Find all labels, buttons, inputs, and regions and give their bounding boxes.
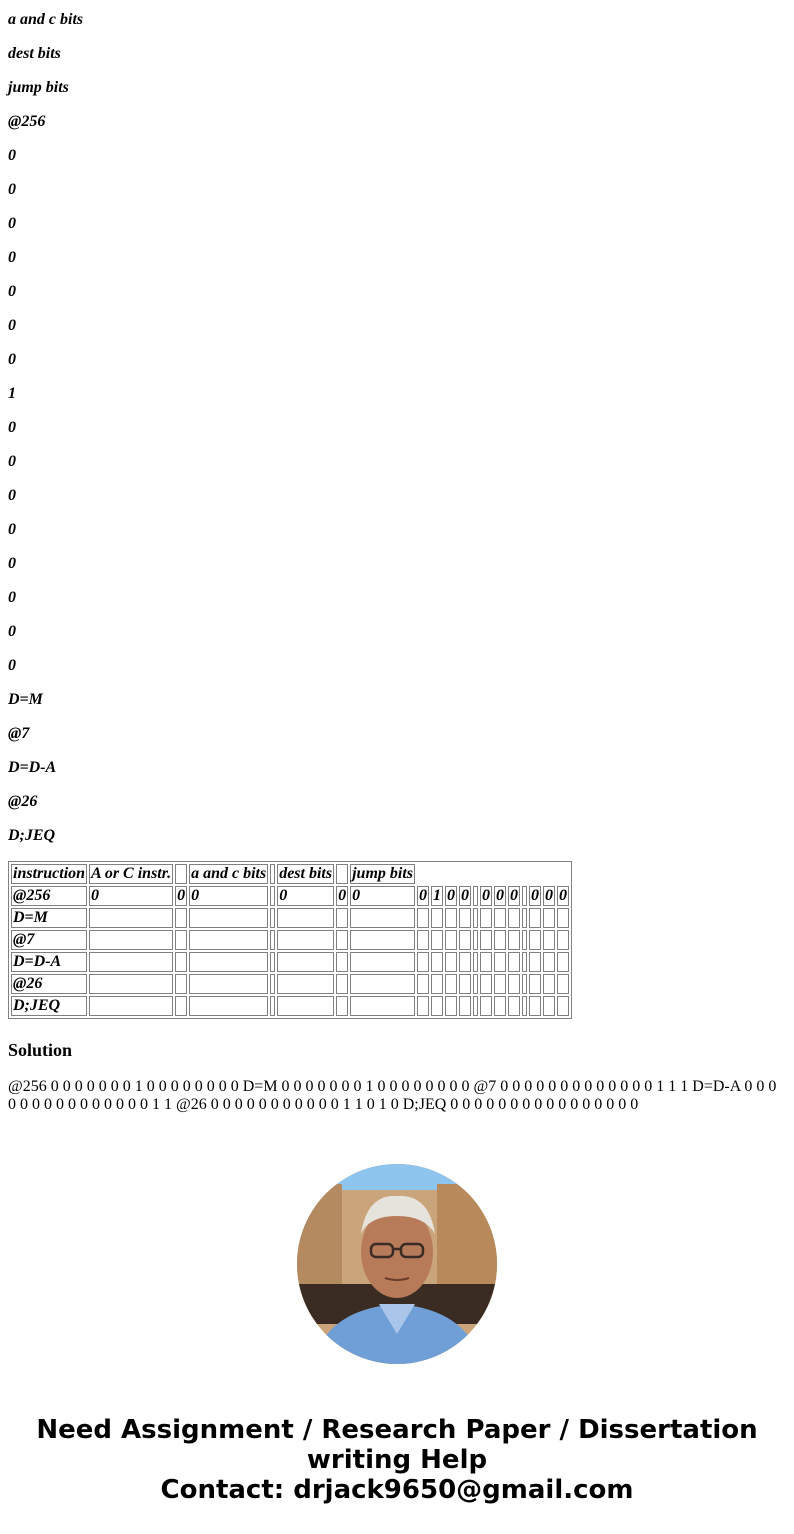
column-header	[336, 864, 348, 884]
column-separator	[473, 974, 478, 994]
bit-cell	[480, 908, 492, 928]
bit-cell	[543, 996, 555, 1016]
column-header: a and c bits	[191, 865, 267, 882]
bit-cell	[417, 974, 429, 994]
instruction-label: 0	[8, 249, 16, 266]
bit-cell: 0	[482, 887, 490, 904]
table-cell-ac	[189, 974, 268, 994]
bit-cell	[417, 952, 429, 972]
table-cell-d2	[336, 974, 348, 994]
promo-banner	[0, 1415, 794, 1505]
table-row	[11, 974, 569, 994]
table-cell-d2: 0	[338, 887, 347, 904]
bit-cell: 0	[496, 887, 504, 904]
instruction-label: 0	[8, 147, 16, 164]
table-cell-type: 0	[89, 886, 173, 906]
bit-cell	[431, 996, 443, 1016]
bit-cell: 0	[447, 887, 455, 904]
table-cell-ac: 0	[189, 886, 268, 906]
instruction-label: a and c bits	[8, 11, 84, 28]
bit-cell	[494, 974, 506, 994]
table-cell-jump: 0	[350, 886, 415, 906]
bit-cell	[508, 974, 520, 994]
bit-cell	[417, 908, 429, 928]
column-header	[175, 864, 187, 884]
bit-cell	[543, 930, 555, 950]
instruction-label: jump bits	[8, 79, 69, 96]
bit-cell	[494, 952, 506, 972]
table-cell-type	[89, 930, 173, 950]
table-cell-t2	[175, 996, 187, 1016]
table-cell-dest	[277, 996, 334, 1016]
column-separator	[270, 952, 275, 972]
column-separator	[522, 930, 527, 950]
column-separator	[270, 886, 275, 906]
bit-cell	[445, 952, 457, 972]
instruction-label-list	[8, 11, 786, 845]
instruction-label: 0	[8, 215, 16, 232]
bit-cell: 0	[545, 887, 553, 904]
bit-cell: 1	[433, 887, 441, 904]
bit-cell	[445, 974, 457, 994]
column-separator	[522, 908, 527, 928]
bit-cell	[494, 930, 506, 950]
solution-text: @256 0 0 0 0 0 0 0 1 0 0 0 0 0 0 0 0 D=M 0 0 0 0 0 0 0 1 0 0 0 0 0 0 0 0 @7 0 0 0 0 0 0 0 0 0 0 0 0 0 1 1 1 D=D-A 0 0 0 0 0 0 0 0 0 0 0 0 0 0 0 1 1 @26 0 0 0 0 0 0 0 0 0 0 0 1 1 0 1 0 D;JEQ 0 0 0 0 0 0 0 0 0 0 0 0 0 0 0 0	[8, 1078, 777, 1113]
instruction-label: @256	[8, 113, 46, 130]
instruction-label: 0	[8, 521, 16, 538]
bit-cell	[557, 908, 569, 928]
table-row	[11, 996, 569, 1016]
bit-cell	[480, 930, 492, 950]
bit-cell	[557, 930, 569, 950]
bit-cell	[529, 930, 541, 950]
instruction-bits-table	[8, 861, 572, 1019]
instruction-label: 0	[8, 419, 16, 436]
column-separator	[270, 996, 275, 1016]
bit-cell	[543, 908, 555, 928]
table-cell-instruction: @7	[11, 930, 87, 950]
bit-cell	[417, 930, 429, 950]
table-cell-ac	[189, 996, 268, 1016]
column-separator	[270, 974, 275, 994]
bit-cell	[459, 952, 471, 972]
table-row	[11, 908, 569, 928]
instruction-label: 0	[8, 623, 16, 640]
table-cell-jump	[350, 996, 415, 1016]
bit-cell	[417, 996, 429, 1016]
table-cell-instruction: D;JEQ	[11, 996, 87, 1016]
bit-cell	[557, 952, 569, 972]
table-cell-jump	[350, 908, 415, 928]
promo-contact: Contact: drjack9650@gmail.com	[160, 1475, 634, 1505]
column-separator	[522, 886, 527, 906]
instruction-label: 1	[8, 385, 16, 402]
table-cell-type	[89, 996, 173, 1016]
bit-cell	[445, 908, 457, 928]
table-cell-instruction: @256	[11, 886, 87, 906]
bit-cell	[431, 952, 443, 972]
bit-cell	[557, 974, 569, 994]
bit-cell	[508, 996, 520, 1016]
instruction-label: 0	[8, 657, 16, 674]
bit-cell	[431, 908, 443, 928]
instruction-label: 0	[8, 487, 16, 504]
bit-cell	[494, 908, 506, 928]
column-header: A or C instr.	[91, 865, 172, 882]
instruction-label: 0	[8, 317, 16, 334]
table-cell-jump	[350, 930, 415, 950]
instruction-label: D;JEQ	[8, 827, 56, 844]
promo-line-2: writing Help	[306, 1445, 488, 1475]
bit-cell: 0	[419, 887, 427, 904]
bit-cell	[508, 908, 520, 928]
bit-cell	[480, 996, 492, 1016]
table-cell-d2	[336, 952, 348, 972]
table-cell-instruction: D=M	[11, 908, 87, 928]
column-separator	[473, 952, 478, 972]
instruction-label: @7	[8, 725, 30, 742]
bit-cell: 0	[531, 887, 539, 904]
table-cell-type	[89, 952, 173, 972]
instruction-label: 0	[8, 351, 16, 368]
column-separator	[522, 974, 527, 994]
bit-cell: 0	[510, 887, 518, 904]
bit-cell	[445, 996, 457, 1016]
bit-cell	[529, 974, 541, 994]
column-separator	[473, 886, 478, 906]
table-cell-jump	[350, 974, 415, 994]
bit-cell	[557, 996, 569, 1016]
instruction-label: 0	[8, 555, 16, 572]
bit-cell: 0	[461, 887, 469, 904]
table-cell-dest	[277, 952, 334, 972]
table-cell-dest	[277, 974, 334, 994]
table-cell-ac	[189, 952, 268, 972]
instruction-label: dest bits	[8, 45, 61, 62]
column-header: instruction	[13, 865, 86, 882]
column-header: jump bits	[352, 865, 413, 882]
table-cell-jump	[350, 952, 415, 972]
bit-cell	[431, 974, 443, 994]
bit-cell	[529, 996, 541, 1016]
bit-cell	[480, 974, 492, 994]
bit-cell	[529, 952, 541, 972]
bit-cell	[431, 930, 443, 950]
bit-cell	[445, 930, 457, 950]
bit-cell	[508, 930, 520, 950]
column-separator	[270, 864, 275, 884]
bit-cell	[543, 974, 555, 994]
column-separator	[270, 908, 275, 928]
table-cell-ac	[189, 930, 268, 950]
column-separator	[473, 996, 478, 1016]
table-cell-t2	[175, 930, 187, 950]
table-cell-t2	[175, 952, 187, 972]
table-row	[11, 886, 569, 906]
column-separator	[522, 996, 527, 1016]
table-cell-dest	[277, 908, 334, 928]
instruction-label: 0	[8, 283, 16, 300]
document-body	[0, 11, 794, 1114]
table-cell-t2	[175, 974, 187, 994]
column-separator	[473, 930, 478, 950]
bit-cell	[459, 930, 471, 950]
table-cell-dest	[277, 930, 334, 950]
instruction-label: 0	[8, 453, 16, 470]
bit-cell: 0	[559, 887, 567, 904]
bit-cell	[459, 974, 471, 994]
table-cell-instruction: D=D-A	[11, 952, 87, 972]
table-cell-ac	[189, 908, 268, 928]
instruction-label: D=M	[8, 691, 43, 708]
solution-heading: Solution	[8, 1040, 73, 1060]
bit-cell	[480, 952, 492, 972]
column-separator	[270, 930, 275, 950]
bit-cell	[508, 952, 520, 972]
bit-cell	[494, 996, 506, 1016]
column-separator	[522, 952, 527, 972]
table-header-row	[11, 864, 569, 884]
bit-cell	[529, 908, 541, 928]
promo-line-1: Need Assignment / Research Paper / Dissertation	[36, 1415, 758, 1445]
table-cell-d2	[336, 996, 348, 1016]
instruction-label: 0	[8, 589, 16, 606]
table-cell-d2	[336, 908, 348, 928]
table-row	[11, 952, 569, 972]
author-avatar	[297, 1164, 497, 1364]
portrait-icon	[297, 1164, 497, 1364]
bit-cell	[543, 952, 555, 972]
table-cell-d2	[336, 930, 348, 950]
table-cell-t2	[175, 908, 187, 928]
table-cell-instruction: @26	[11, 974, 87, 994]
table-cell-dest: 0	[277, 886, 334, 906]
instruction-label: 0	[8, 181, 16, 198]
instruction-label: @26	[8, 793, 38, 810]
bit-cell	[459, 908, 471, 928]
column-header: dest bits	[279, 865, 333, 882]
table-row	[11, 930, 569, 950]
instruction-label: D=D-A	[8, 759, 57, 776]
table-cell-type	[89, 974, 173, 994]
bit-cell	[459, 996, 471, 1016]
table-cell-type	[89, 908, 173, 928]
column-separator	[473, 908, 478, 928]
table-cell-t2: 0	[177, 887, 186, 904]
